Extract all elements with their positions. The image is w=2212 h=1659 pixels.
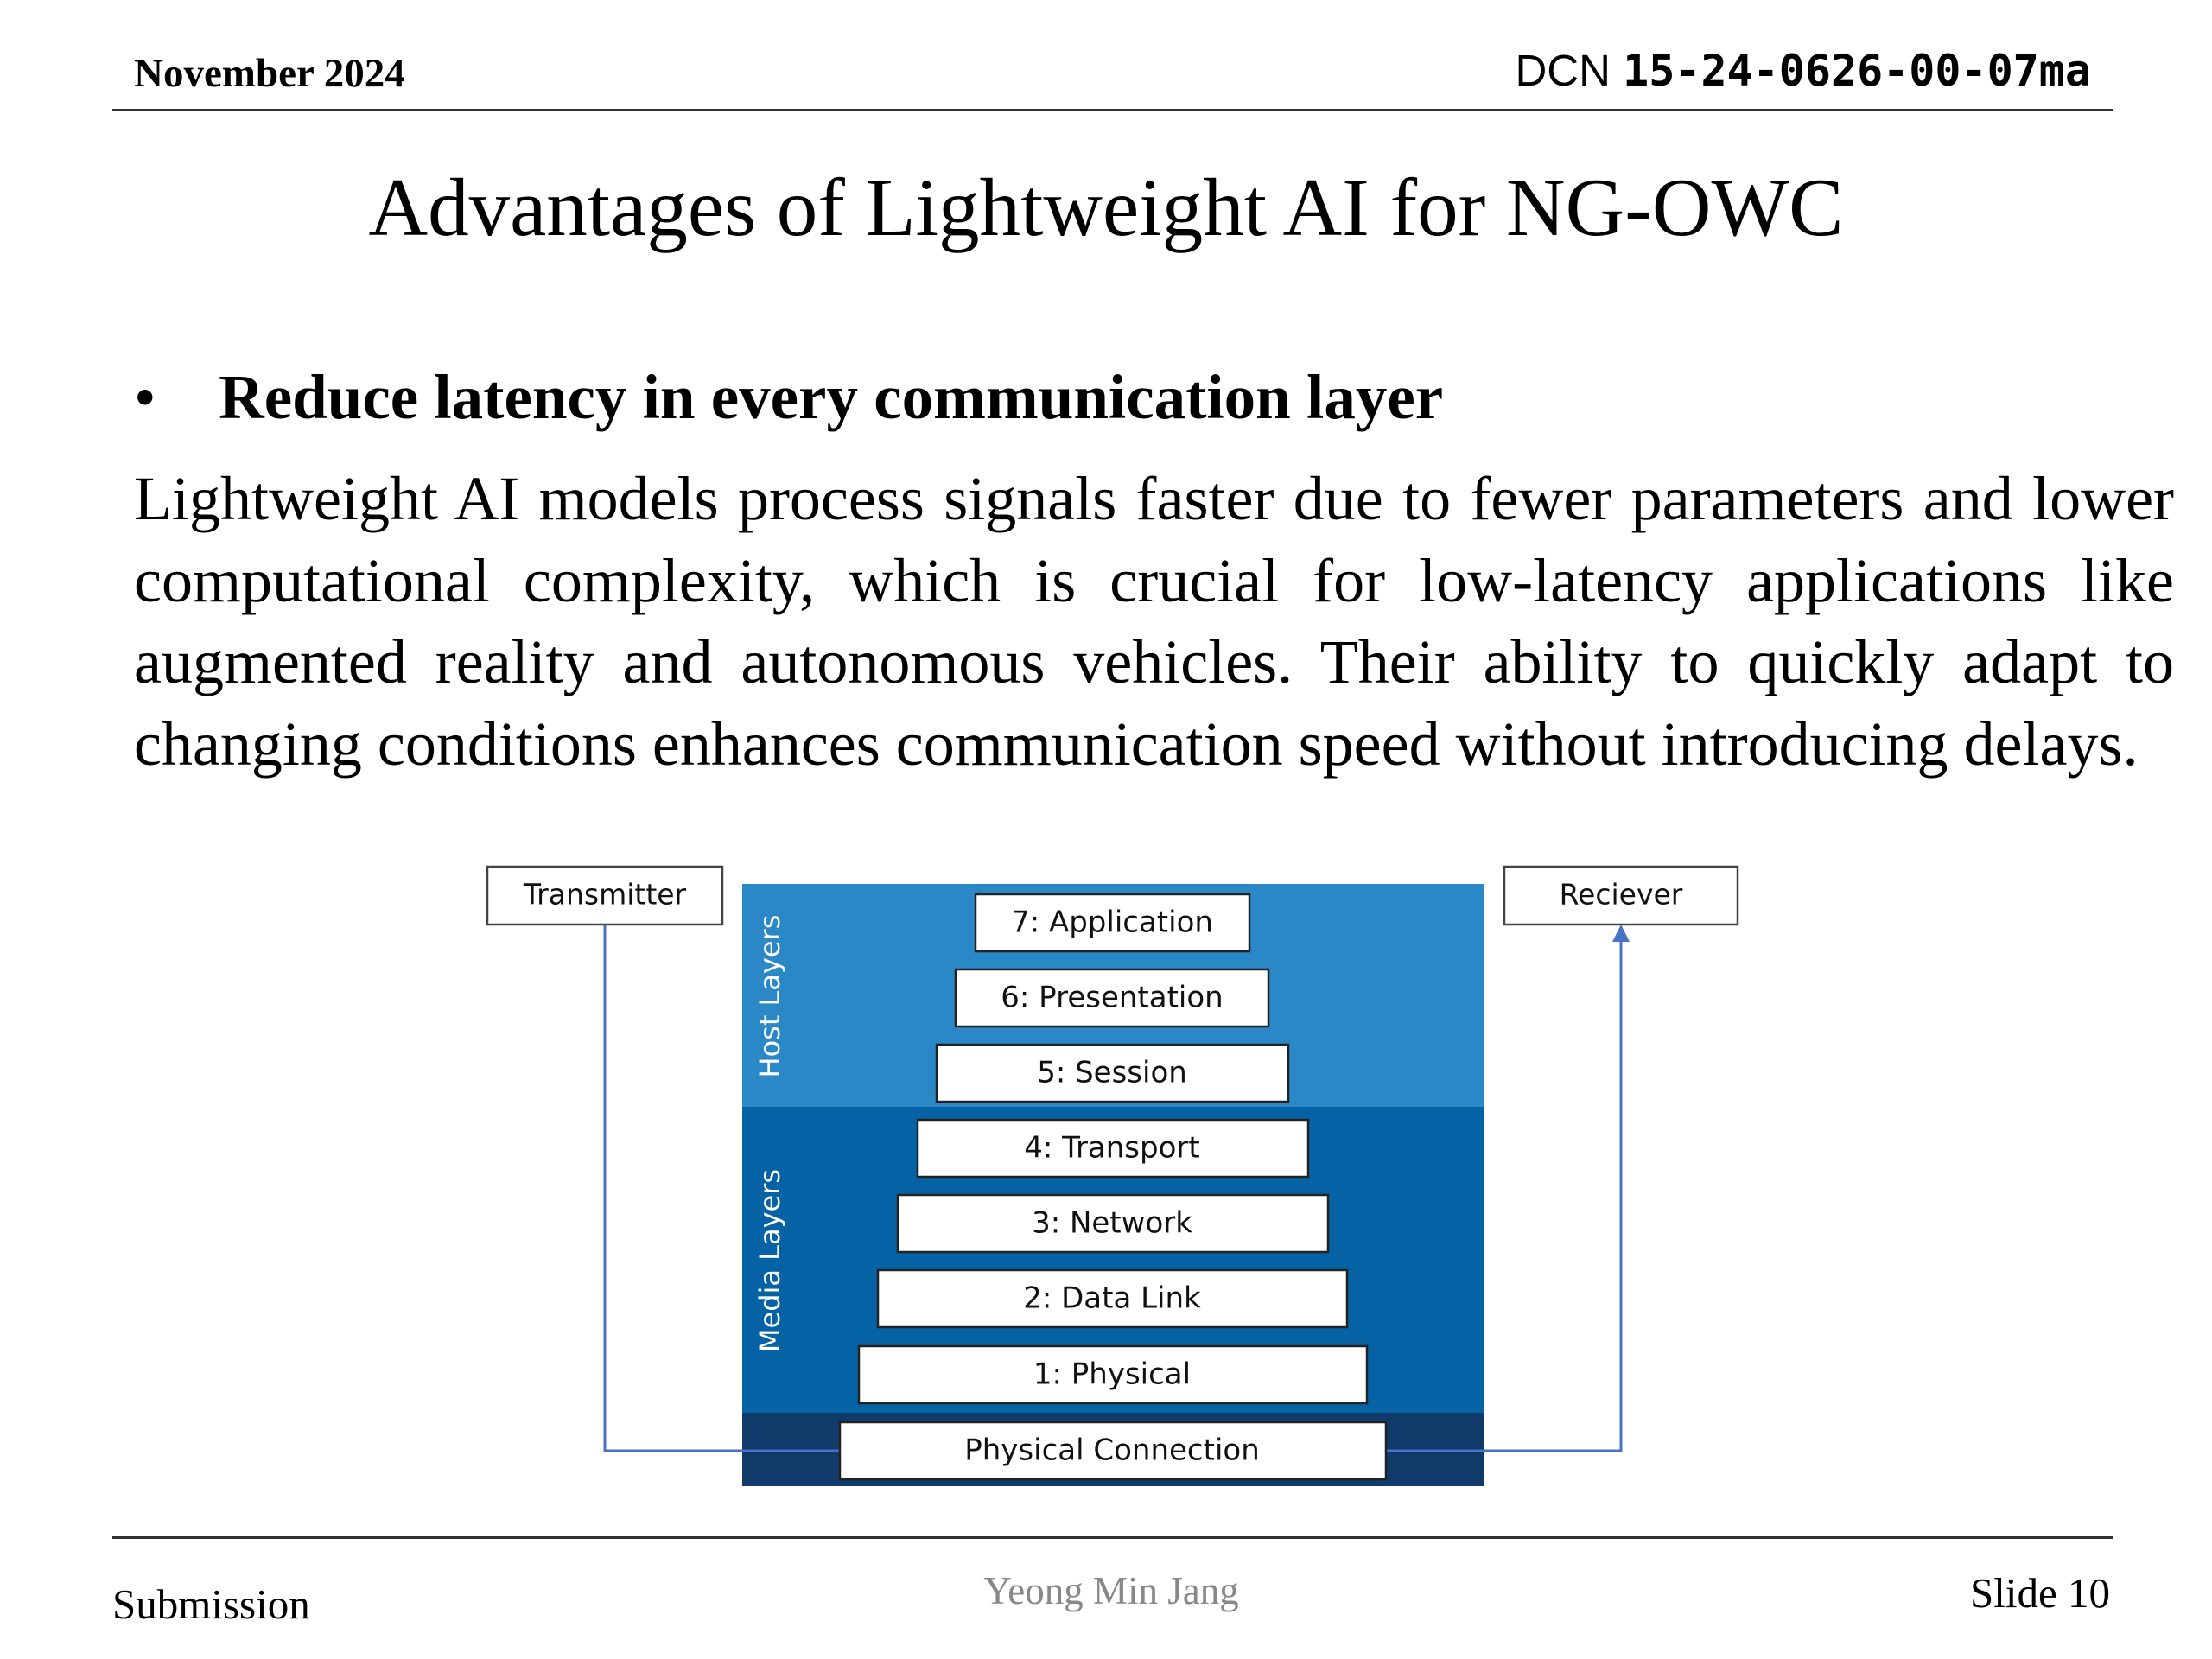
- footer-submission: Submission: [112, 1580, 310, 1628]
- layer-label-1: 1: Physical: [1033, 1357, 1192, 1392]
- slide-number: Slide 10: [1970, 1569, 2110, 1617]
- bullet-text: Reduce latency in every communication layer: [219, 362, 1444, 432]
- media-layers-label: Media Layers: [753, 1168, 786, 1353]
- slide-title: Advantages of Lightweight AI for NG-OWC: [368, 162, 1844, 253]
- layer-label-5: 5: Session: [1037, 1055, 1187, 1090]
- layer-label-6: 6: Presentation: [1001, 980, 1224, 1015]
- footer-divider: [112, 1536, 2113, 1539]
- layer-label-3: 3: Network: [1032, 1205, 1192, 1241]
- receiver-arrowhead-icon: [1612, 925, 1630, 942]
- bullet-dot: •: [134, 362, 156, 432]
- footer-author: Yeong Min Jang: [983, 1569, 1239, 1612]
- host-layers-label: Host Layers: [753, 914, 786, 1078]
- physical-connection-label: Physical Connection: [964, 1433, 1260, 1468]
- layer-label-4: 4: Transport: [1024, 1130, 1200, 1166]
- dcn-number: 15-24-0626-00-07ma: [1623, 46, 2091, 96]
- body-paragraph: Lightweight AI models process signals faster due to fewer parameters and lower computational complexity, which is crucial for low-latency applications like augmented reality and autonomous vehicles. Their ability to quickly adapt to changing conditions enhances communication speed without introducing delays.: [134, 464, 2174, 779]
- transmitter-label: Transmitter: [523, 877, 687, 912]
- header-date: November 2024: [134, 51, 405, 96]
- receiver-label: Reciever: [1559, 877, 1683, 912]
- layer-label-2: 2: Data Link: [1023, 1281, 1201, 1316]
- layer-label-7: 7: Application: [1011, 905, 1213, 940]
- dcn-prefix: DCN: [1515, 46, 1611, 95]
